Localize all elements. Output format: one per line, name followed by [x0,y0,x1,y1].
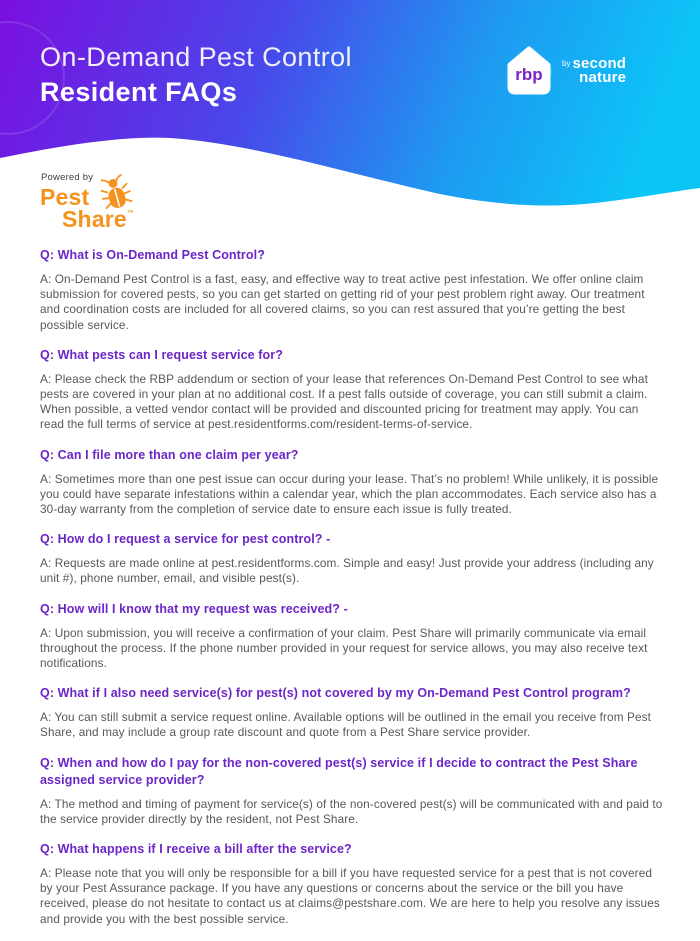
by-label: by [562,59,571,68]
faq-item [40,531,664,586]
powered-by-label: Powered by [41,172,94,183]
faq-list [40,247,664,941]
faq-answer: A: On-Demand Pest Control is a fast, easy, and effective way to treat active pest infestation. We offer online claim submission for covered pests, so you can get started on getting rid of your pest problem right away. Our treatment and coordination costs are included for all covered claims, so you can rest assured that you’re getting the best possible service. [40,272,645,332]
faq-answer: A: Sometimes more than one pest issue can occur during your lease. That’s no problem! While unlikely, it is possible you could have separate infestations within a calendar year, which the plan accommodates. Each service also has a 30-day warranty from the completion of service date to ensure each issue is fully treated. [40,471,659,517]
faq-item [40,247,664,333]
title-line-1: On-Demand Pest Control [40,42,352,72]
pest-share-logo [40,172,200,234]
pest-share-word-1: Pest [40,184,90,210]
rbp-icon-text: rbp [515,65,543,84]
faq-item [40,685,664,740]
faq-answer: A: You can still submit a service request online. Available options will be outlined in the email you receive from Pest Share, and may include a group rate discount and quote from a Pest Share service provider. [40,710,652,740]
faq-item [40,601,664,672]
faq-question: Q: What is On-Demand Pest Control? [40,248,265,262]
faq-question: Q: When and how do I pay for the non-covered pest(s) service if I decide to contract the Pest Share assigned service provider? [40,755,638,787]
faq-answer: A: Requests are made online at pest.residentforms.com. Simple and easy! Just provide your address (including any unit #), phone number, email, and visible pest(s). [40,556,654,586]
faq-question: Q: What pests can I request service for? [40,347,283,362]
rbp-house-icon [502,43,556,99]
page-title [40,40,352,110]
second-nature-wordmark [562,57,626,84]
faq-item [40,447,664,518]
faq-question: Q: What if I also need service(s) for pest(s) not covered by my On-Demand Pest Control program? [40,686,631,701]
faq-answer: A: Upon submission, you will receive a confirmation of your claim. Pest Share will primarily communicate via email throughout the process. If the phone number provided in your request for service allows, you may also receive text notifications. [40,625,648,671]
faq-question: Q: How do I request a service for pest control? - [40,532,331,547]
faq-item [40,347,664,433]
faq-question: Q: Can I file more than one claim per year? [40,447,299,462]
second-nature-line-1: second [572,55,627,72]
faq-item [40,841,664,927]
faq-answer: A: Please check the RBP addendum or section of your lease that references On-Demand Pest Control to see what pests are covered in your plan at no additional cost. If a pest falls outside of coverage, you can still submit a claim. When possible, a vetted vendor contact will be provided and discounted pricing for treatment may apply. You can read the full terms of service at pest.residentforms.com/resident-terms-of-service. [40,371,648,432]
trademark-symbol: ™ [126,210,135,217]
title-line-2: Resident FAQs [40,77,238,107]
pest-share-word-2 [62,206,134,233]
faq-answer: A: Please note that you will only be responsible for a bill if you have requested service for a pest that is not covered by your Pest Assurance package. If you have any questions or concerns about the service or the bill you have received, please do not hesitate to contact us at claims@pestshare.com. We are here to help you resolve any issues and provide you with the best possible service. [40,866,660,926]
faq-question: Q: How will I know that my request was received? - [40,601,348,616]
faq-item [40,755,664,827]
faq-question: Q: What happens if I receive a bill after the service? [40,842,352,857]
rbp-second-nature-logo [502,43,652,103]
share-text: Share [62,206,127,232]
faq-answer: A: The method and timing of payment for service(s) of the non-covered pest(s) will be communicated with and paid to the service provider directly by the resident, not Pest Share. [40,796,663,826]
second-nature-line-2: nature [579,68,627,86]
